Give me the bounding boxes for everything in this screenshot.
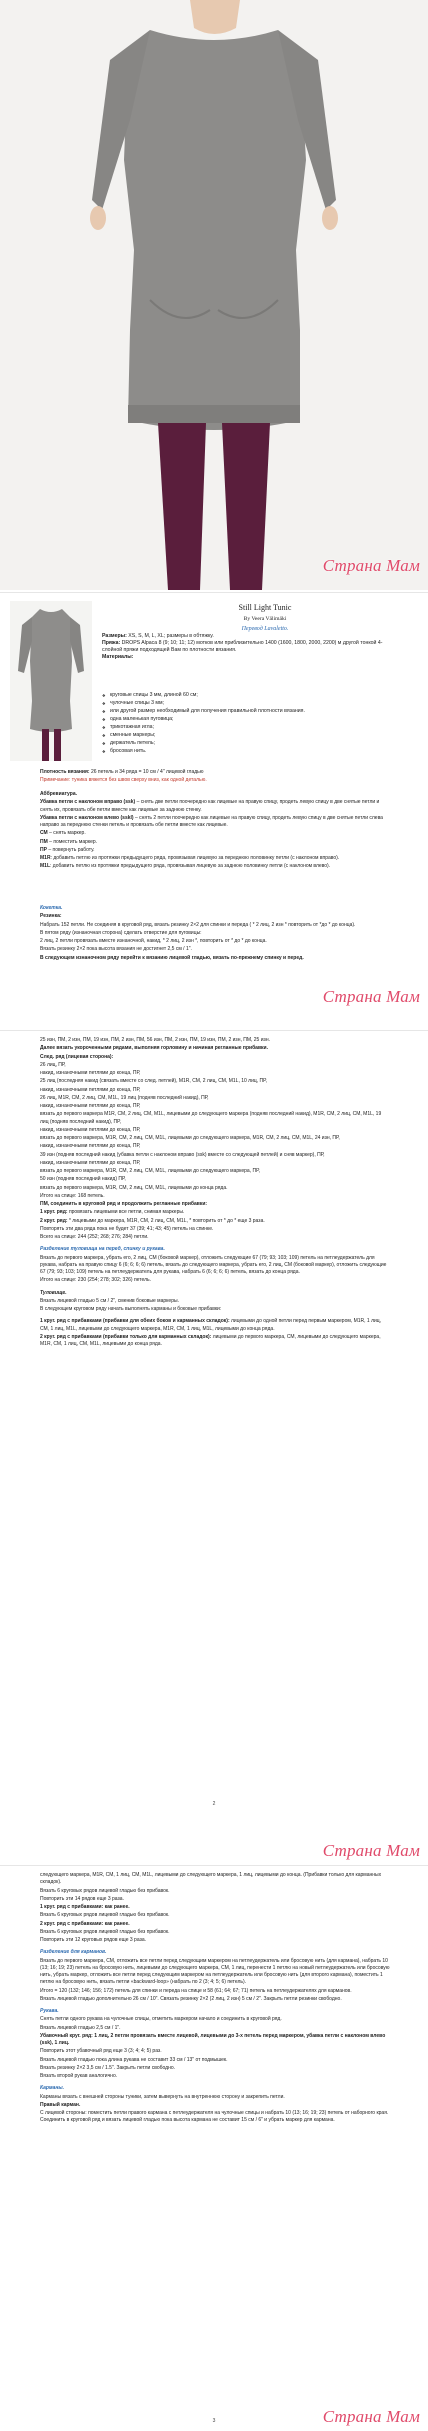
spec-value: XS, S, M, L, XL; размеры в обтяжку. xyxy=(128,633,214,639)
pocket-split-tail: Вязать лицевой гладью дополнительно 26 см / 10". Связать резинку 2×2 (2 лиц, 2 изн) 5 см / 2". Закрыть петли резинки свободно. xyxy=(40,1995,342,2002)
pattern-line: Повторить эти 12 круговых рядов еще 3 раза. xyxy=(40,1937,147,1943)
section-heading: Разделение туловища на перед, спинку и рукава. xyxy=(40,1246,165,1253)
spec-yarn xyxy=(102,640,402,654)
body-line: В следующем круговом ряду начать выполнять карманы и боковые прибавки: xyxy=(40,1306,222,1312)
abbr-term: Убавка петли с наклоном вправо (ssk) xyxy=(40,799,136,806)
yoke-heading: Кокетка. xyxy=(40,905,63,911)
abbr-term: СМ xyxy=(40,830,48,837)
pocket-split-heading: Разделение для карманов. xyxy=(40,1949,107,1956)
abbr-term: ПМ xyxy=(40,838,48,845)
pattern-page-2 xyxy=(0,1030,428,1815)
pattern-line: накид, изнаночными петлями до конца, ПР, xyxy=(40,1159,141,1166)
pocket-split-text: Вязать до первого маркера, СМ, отложить все петли перед следующим маркером на петлеудержатель или бросовую нить (для кармана), набрать 10 (13; 16; 19; 23) петель на бросовую нить, лицевыми до следующего маркера, СМ, 1 лиц, перенести 1 петлю на новый петлеудержатель или бросовую нить, убрать маркер, отложить все петли перед следующим маркером на петлеудержатель или бросовую нить (для второго кармана), поместить 1 петлю на бросовую нить, вязать петли «backward-loop» (набрать по 2 (3; 4; 5; 6) петель). xyxy=(40,1957,390,1986)
abbr-definition: – снять две петли поочередно как лицевые на правую спицу, продеть левую спицу в две снятые петли и снять их, провязать обе петли вместе как лицевые за заднюю стенку. xyxy=(40,799,380,813)
pattern-line: 50 изн (подняв последний накид) ПР, xyxy=(40,1176,126,1183)
pattern-continuation xyxy=(40,1872,390,2126)
pattern-line: Вязать 6 круговых рядов лицевой гладью без прибавок. xyxy=(40,1887,170,1894)
pattern-line: вязать до первого маркера, M1R, СМ, 2 лиц, СМ, M1L, лицевыми до следующего маркера, ПР, xyxy=(40,1168,260,1174)
pattern-line: вязать до первого маркера, M1R, СМ, 2 лиц, СМ, M1L, лицевыми до следующего маркера, M1R, СМ, 2 лиц, СМ, M1L, 24 изн, ПР, xyxy=(40,1135,340,1141)
join-round-line: ПМ, соединить в круговой ряд и продолжить регланные прибавки: xyxy=(40,1201,208,1207)
material-item: ❖ держатель петель; xyxy=(102,740,362,747)
yoke-line: Вязать резинку 2×2 пока высота вязания не достигнет 2,5 см / 1". xyxy=(40,946,192,953)
abbr-definition: – повернуть работу. xyxy=(48,846,95,853)
abbr-definition: – снять маркер. xyxy=(49,830,86,837)
pattern-line: 26 лиц, M1R, СМ, 2 лиц, СМ, M1L, 19 лиц (подняв последний накид), ПР, xyxy=(40,1094,209,1101)
abbreviations-heading: Аббревиатура. xyxy=(40,791,77,797)
tunic-photo xyxy=(0,0,428,590)
abbr-term: Убавка петли с наклоном влево (sskl) xyxy=(40,814,134,821)
right-pocket-heading: Правый карман. xyxy=(40,2101,81,2108)
section-text: Вязать до первого маркера, убрать его, 2 лиц, СМ (боковой маркер), отложить следующие 67 (79; 93; 103; 109) петель на петлеудержатель для рукава, набрать на правую спицу 6 (6; 6; 6; 6) петель, вязать до следующего маркера, убрать его, 2 лиц, СМ (боковой маркер), отложить следующие 67 (79; 93; 103; 109) петель на петлеудержатель для рукава, набрать 6 (6; 6; 6; 6) петель, вязать до конца ряда. xyxy=(40,1254,387,1275)
sleeves-heading: Рукава. xyxy=(40,2008,59,2014)
abbr-term: ПР xyxy=(40,846,47,853)
tunic-thumbnail-illustration xyxy=(10,601,92,761)
ribbing-heading: Резинка: xyxy=(40,913,62,920)
section-counts: Итого на спице: 230 (254; 278; 302; 326) петель. xyxy=(40,1277,152,1284)
pattern-line: 25 лиц (последняя накид (связать вместе со след. петлей), M1R, СМ, 2 лиц, СМ, M1L, 10 лиц, ПР, xyxy=(40,1078,267,1085)
body-heading: Туловище. xyxy=(40,1289,67,1296)
round-label: 1 круг. ряд: xyxy=(40,1209,68,1216)
body-line: Вязать лицевой гладью 5 см / 2", сменив боковые маркеры. xyxy=(40,1297,179,1304)
right-pocket-text: С лицевой стороны: поместить петли правого кармана с петлеудержателя на чулочные спицы и набрать 10 (13; 16; 19; 23) петель от наборного края. Соединить в круговой ряд и вязать лицевой гладью пока высота кармана не составит 15 см / 6" и убрать маркер для кармана. xyxy=(40,2110,389,2124)
spec-materials xyxy=(102,654,402,661)
material-item: ❖ чулочные спицы 3 мм; xyxy=(102,700,362,707)
sleeve-line: Вязать лицевой гладью пока длина рукава не составит 33 см / 13" от подмышек. xyxy=(40,2056,228,2063)
watermark: Страна Мам xyxy=(322,2407,420,2426)
pattern-line: накид, изнаночными петлями до конца, ПР, xyxy=(40,1126,141,1133)
translator-credit: Перевод Lavaletto. xyxy=(241,626,289,633)
spec-label: Пряжа: xyxy=(102,640,121,647)
gauge-note: Примечание: туника вяжется без швов сверху вниз, как одной деталью. xyxy=(40,777,207,784)
abbreviations-block xyxy=(40,791,390,872)
pattern-title: Still Light Tunic xyxy=(238,603,292,612)
pattern-line: следующего маркера, M1R, СМ, 1 лиц, СМ, M1L, лицевыми до следующего маркера, 1 лиц, лицевыми до конца. (Прибавки только для карманных складок). xyxy=(40,1872,382,1886)
pattern-line: накид, изнаночными петлями до конца, ПР, xyxy=(40,1143,141,1150)
abbr-definition: : добавить петлю из протяжки предыдущего ряда, провязывая лицевую за заднюю половинку петли (с наклоном влево). xyxy=(50,863,331,870)
page-number: 2 xyxy=(212,1801,216,1807)
abbr-definition: – снять 2 петли поочередно как лицевые на правую спицу, продеть левую спицу в две снятые петли слева направо за переднюю стенки петель и провязать обе петли вместе как лицевые. xyxy=(40,814,383,828)
sleeve-line: Убавочный круг. ряд: 1 лиц, 2 петли провязать вместе лицевой, лицевыми до 3-х петель перед маркером, убавка петли с наклоном влево (ssk), 1 лиц. xyxy=(40,2032,386,2046)
watermark: Страна Мам xyxy=(322,556,420,575)
spec-label: Материалы: xyxy=(102,654,134,661)
counts-line: Всего на спице: 244 (252; 268; 276; 284) петли. xyxy=(40,1234,149,1240)
sleeve-line: Снять петли одного рукава на чулочные спицы, отметить маркером начало и соединить в круговой ряд. xyxy=(40,2016,282,2023)
sleeve-line: Вязать второй рукав аналогично. xyxy=(40,2073,118,2079)
pattern-line: Вязать 6 круговых рядов лицевой гладью без прибавок. xyxy=(40,1928,170,1935)
round-text: провязать лицевыми все петли, снимая маркеры. xyxy=(68,1209,185,1216)
material-item: ❖ трикотажная игла; xyxy=(102,724,362,731)
gauge-block xyxy=(40,769,390,786)
increase-text: лицевыми до одной петли перед первым маркером, M1R, 1 лиц, СМ, 1 лиц, M1L, лицевыми до следующего маркера, M1R, СМ, 1 лиц, M1L, лицевыми до конца ряда. xyxy=(40,1318,382,1332)
pattern-line: вязать до первого маркера M1R, СМ, 2 лиц, СМ, M1L, лицевыми до следующего маркера (подняв последний накид), M1R, СМ, 2 лиц, СМ, M1L, 19 лиц (подняв последний накид), ПР, xyxy=(40,1111,382,1125)
pattern-line: накид, изнаночными петлями до конца, ПР, xyxy=(40,1103,141,1109)
pattern-line: След. ряд (лицевая сторона): xyxy=(40,1053,114,1060)
pattern-line: 39 изн (подняв последний накид (убавка петли с наклоном вправо (ssk) вместе со следующей петлей) и сняв маркер), ПР, xyxy=(40,1151,325,1158)
page-number: 3 xyxy=(212,2418,216,2424)
pattern-line: вязать до первого маркера, M1R, СМ, 2 лиц, СМ, M1L, лицевыми до конца ряда. xyxy=(40,1184,228,1191)
watermark: Страна Мам xyxy=(322,1841,420,1860)
specs-block xyxy=(102,633,402,661)
gauge-label: Плотность вязания: xyxy=(40,769,90,775)
pattern-line: 25 изн, ПМ, 2 изн, ПМ, 19 изн, ПМ, 2 изн, ПМ, 56 изн, ПМ, 2 изн, ПМ, 19 изн, ПМ, 2 изн, ПМ, 25 изн. xyxy=(40,1037,270,1043)
material-item: ❖ бросовая нить. xyxy=(102,748,362,755)
pattern-line: накид, изнаночными петлями до конца, ПР, xyxy=(40,1070,141,1076)
sleeve-line: Повторить этот убавочный ряд еще 3 (3; 4; 4; 5) раз. xyxy=(40,2048,162,2055)
pattern-line: 2 круг. ряд с прибавками: как ранее. xyxy=(40,1920,130,1927)
abbr-term: M1R xyxy=(40,855,51,861)
yoke-line: 2 лиц, 2 петли провязать вместе изнаночной, накид, * 2 лиц, 2 изн *, повторить от * до * до конца. xyxy=(40,938,267,944)
increase-label: 2 круг. ряд с прибавками (прибавки только для карманных складок): xyxy=(40,1333,212,1340)
sleeve-line: Вязать лицевой гладью 2,5 см / 1". xyxy=(40,2024,121,2031)
pattern-header xyxy=(190,603,340,633)
pattern-line: 26 лиц, ПР, xyxy=(40,1061,66,1068)
pattern-page-3 xyxy=(0,1865,428,2431)
material-item: ❖ сменные маркеры; xyxy=(102,732,362,739)
repeat-line: Повторять эти два ряда пока не будет 37 (39; 41; 43; 45) петель на спинке. xyxy=(40,1225,214,1232)
tunic-illustration xyxy=(0,0,428,590)
yoke-line: В пятом ряду (изнаночная сторона) сделать отверстие для пуговицы: xyxy=(40,929,202,936)
increase-label: 1 круг. ряд с прибавками (прибавки для обеих боков и карманных складок): xyxy=(40,1318,230,1325)
gauge-text: 26 петель и 34 ряда = 10 см / 4" лицевой гладью xyxy=(90,769,204,775)
material-item: ❖ или другой размер необходимый для получения правильной плотности вязания. xyxy=(102,708,362,715)
abbr-definition: – поместить маркер. xyxy=(49,838,98,845)
material-item: ❖ одна маленькая пуговица; xyxy=(102,716,362,723)
short-rows-block xyxy=(40,1037,390,1349)
sleeve-line: Вязать резинку 2×2 3,5 см / 1.5". Закрыть петли свободно. xyxy=(40,2064,175,2071)
yoke-section xyxy=(40,905,390,963)
abbr-definition: : добавить петлю из протяжки предыдущего ряда, провязывая лицевую за переднюю половинку петли (с наклоном вправо). xyxy=(50,855,340,861)
pockets-line: Карманы вязать с внешней стороны туники, затем вывернуть на внутреннюю сторону и закрепить петли. xyxy=(40,2093,285,2100)
yoke-bold-line: В следующем изнаночном ряду перейти к вязанию лицевой гладью, вязать по-прежнему спинку и перед. xyxy=(40,954,304,961)
pockets-heading: Карманы. xyxy=(40,2085,65,2092)
pattern-author: By Veera Välimäki xyxy=(243,615,287,622)
pattern-line: Вязать 6 круговых рядов лицевой гладью без прибавок. xyxy=(40,1912,170,1919)
pattern-line: Далее вязать укороченными рядами, выполняя горловину и начиная регланные прибавки. xyxy=(40,1045,268,1052)
watermark: Страна Мам xyxy=(322,987,420,1006)
pattern-line: 1 круг. ряд с прибавками: как ранее. xyxy=(40,1904,130,1910)
increase-text: лицевыми до первого маркера, СМ, лицевыми до следующего маркера, M1R, СМ, 1 лиц, СМ, M1L, лицевыми до конца ряда. xyxy=(40,1333,381,1347)
spec-sizes xyxy=(102,633,402,640)
pocket-split-counts: Итого = 120 (132; 146; 156; 172) петель для спинки и переда на спице и 58 (61; 64; 67; 71) петель на петлеудержателях для карманов. xyxy=(40,1987,352,1994)
material-item: ❖ круговые спицы 3 мм, длиной 60 см; xyxy=(102,692,362,699)
pattern-line: накид, изнаночными петлями до конца, ПР, xyxy=(40,1086,141,1093)
spec-label: Размеры: xyxy=(102,633,127,639)
materials-list xyxy=(102,691,362,756)
tunic-thumbnail xyxy=(10,601,92,761)
round-text: * лицевыми до маркера, M1R, СМ, 2 лиц, СМ, M1L, * повторить от * до * еще 3 раза. xyxy=(68,1217,265,1224)
spec-value: DROPS Alpaca 8 (9; 10; 11; 12) мотков или приблизительно 1400 (1600, 1800, 2000, 2200) м другой тонкой 4-слойной пряжи подходящей Вам по плотности вязания. xyxy=(102,640,383,654)
pattern-line: Итого на спице: 168 петель. xyxy=(40,1192,105,1199)
yoke-line: Набрать 152 петли. Не соединяя в круговой ряд, вязать резинку 2×2 для спинки и переда ( * 2 лиц, 2 изн * повторить от *до * до конца). xyxy=(40,921,356,928)
round-label: 2 круг. ряд: xyxy=(40,1217,68,1224)
pattern-line: Повторить эти 14 рядов еще 3 раза. xyxy=(40,1895,124,1902)
abbr-term: M1L xyxy=(40,863,50,870)
